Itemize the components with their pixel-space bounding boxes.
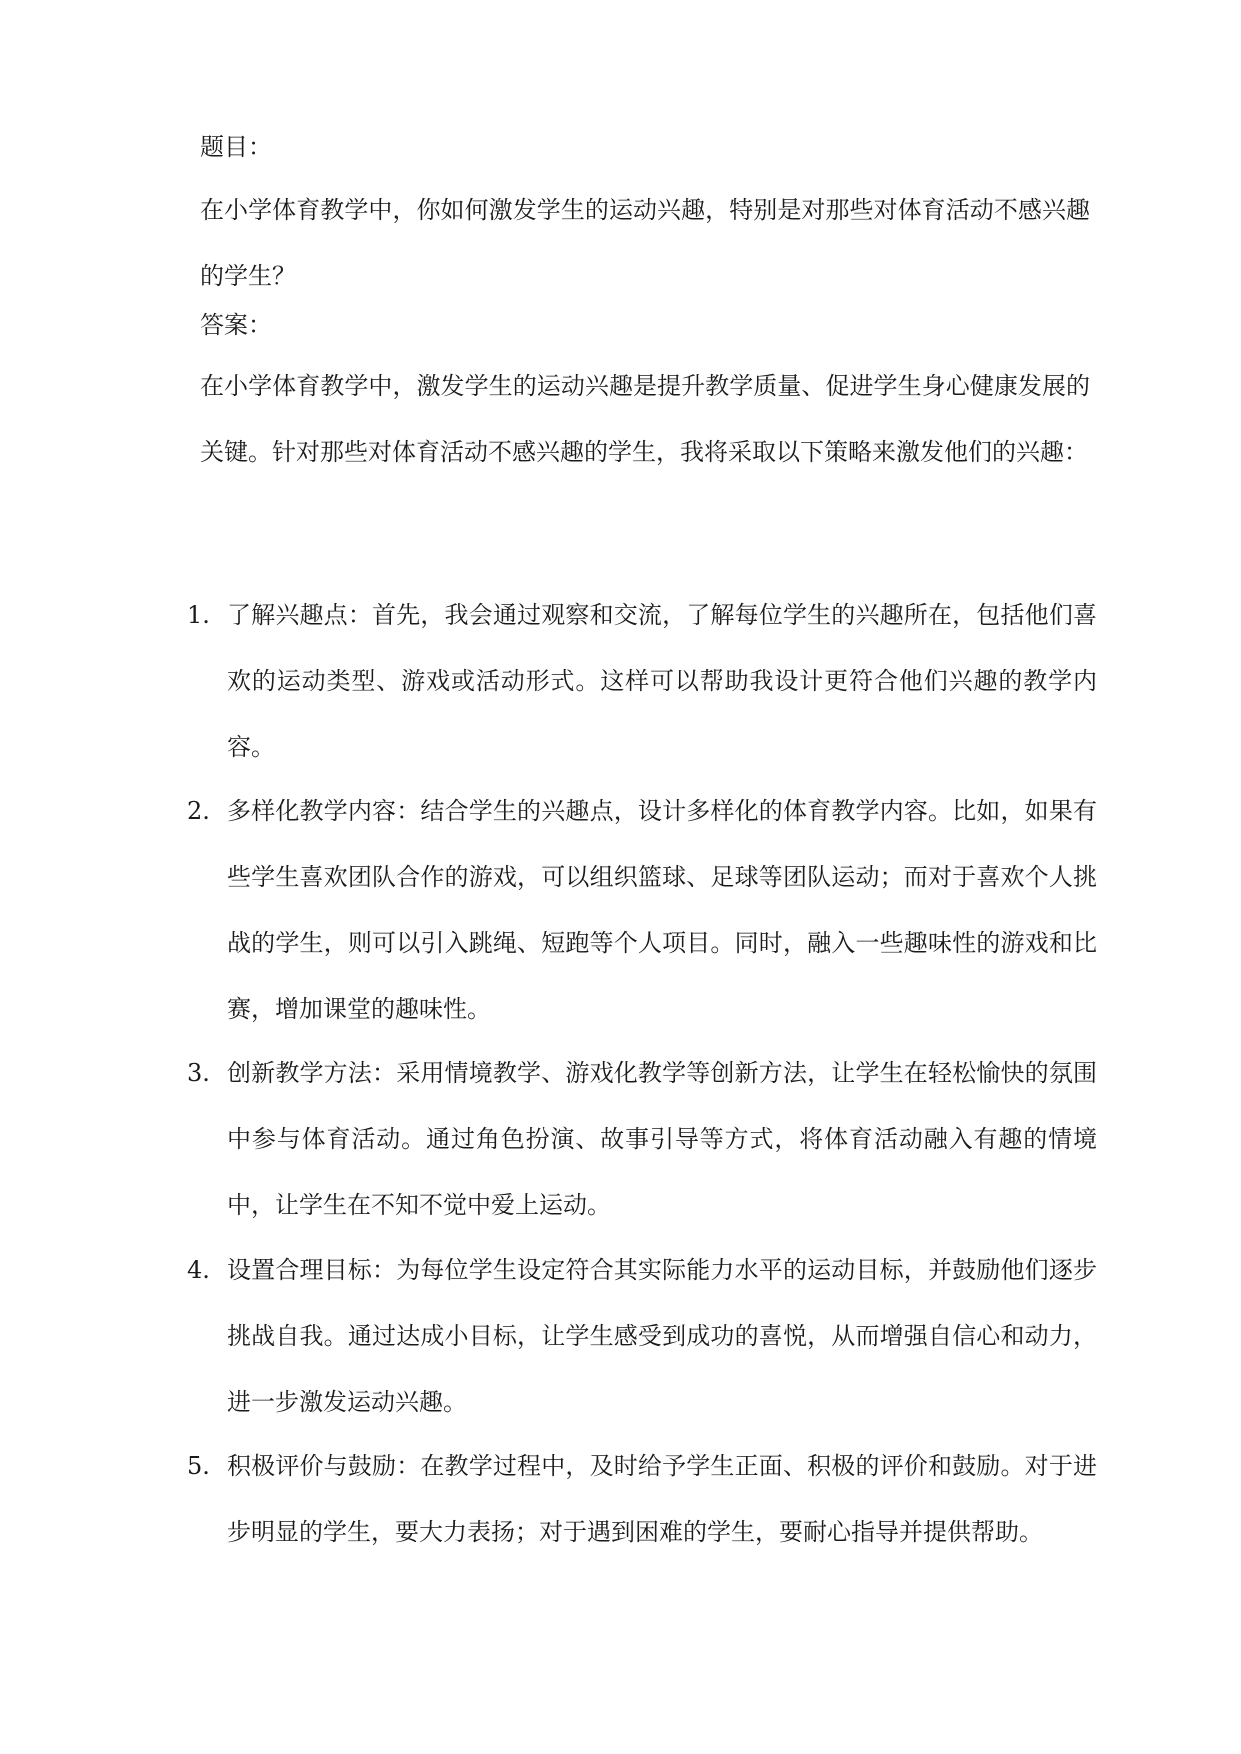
list-item-number: 4. <box>187 1256 210 1284</box>
answer-label: 答案： <box>200 311 272 339</box>
answer-intro: 在小学体育教学中，激发学生的运动兴趣是提升教学质量、促进学生身心健康发展的关键。针对那些对体育活动不感兴趣的学生，我将采取以下策略来激发他们的兴趣： <box>200 372 1090 466</box>
list-item-text: 设置合理目标：为每位学生设定符合其实际能力水平的运动目标，并鼓励他们逐步挑战自我。通过达成小目标，让学生感受到成功的喜悦，从而增强自信心和动力，进一步激发运动兴趣。 <box>227 1256 1097 1416</box>
question-text: 在小学体育教学中，你如何激发学生的运动兴趣，特别是对那些对体育活动不感兴趣的学生？ <box>200 196 1090 290</box>
list-item-number: 3. <box>187 1059 210 1087</box>
list-item-number: 1. <box>187 601 210 629</box>
list-item-number: 5. <box>187 1452 210 1480</box>
list-item-text: 了解兴趣点：首先，我会通过观察和交流，了解每位学生的兴趣所在，包括他们喜欢的运动类型、游戏或活动形式。这样可以帮助我设计更符合他们兴趣的教学内容。 <box>227 601 1097 761</box>
list-item-text: 创新教学方法：采用情境教学、游戏化教学等创新方法，让学生在轻松愉快的氛围中参与体育活动。通过角色扮演、故事引导等方式，将体育活动融入有趣的情境中，让学生在不知不觉中爱上运动。 <box>227 1059 1097 1219</box>
question-label: 题目： <box>200 133 272 161</box>
list-item-text: 多样化教学内容：结合学生的兴趣点，设计多样化的体育教学内容。比如，如果有些学生喜欢团队合作的游戏，可以组织篮球、足球等团队运动；而对于喜欢个人挑战的学生，则可以引入跳绳、短跑等个人项目。同时，融入一些趣味性的游戏和比赛，增加课堂的趣味性。 <box>227 797 1097 1023</box>
list-item-text: 积极评价与鼓励：在教学过程中，及时给予学生正面、积极的评价和鼓励。对于进步明显的学生，要大力表扬；对于遇到困难的学生，要耐心指导并提供帮助。 <box>227 1452 1097 1546</box>
list-item-number: 2. <box>187 797 210 825</box>
